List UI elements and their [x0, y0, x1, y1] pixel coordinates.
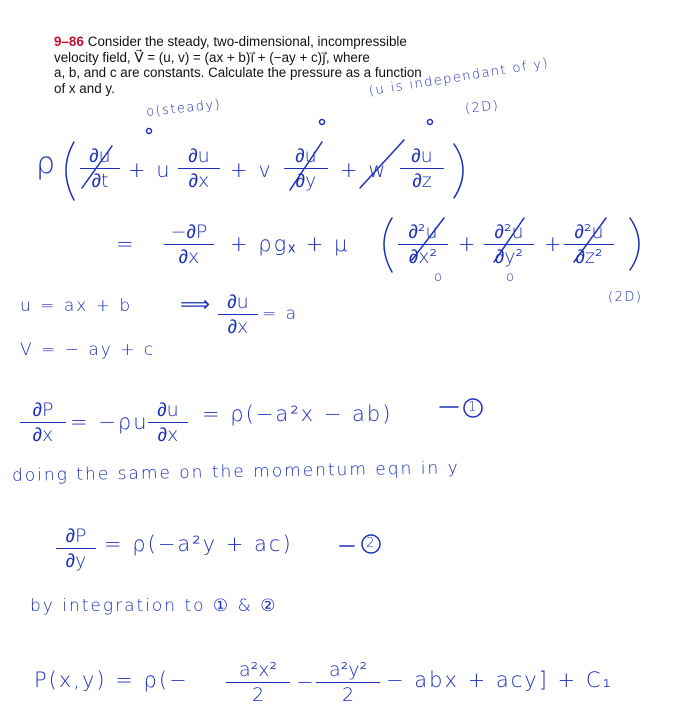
steady-note: o(steady) — [145, 97, 222, 120]
final-minus: − — [296, 670, 316, 694]
integration-note: by integration to ① & ② — [30, 596, 278, 616]
two-d-note-1: (2D) — [464, 98, 501, 117]
frac-dudx: ∂u ∂x — [178, 146, 220, 191]
problem-number: 9–86 — [54, 34, 84, 49]
frac-d2udz2: ∂²u ∂z² — [564, 222, 614, 267]
final-lhs: P(x,y) = ρ(− — [34, 668, 189, 692]
v-definition: V = − ay + c — [20, 340, 156, 360]
independent-note: (u is independant of y) — [367, 55, 551, 100]
u-definition: u = ax + b — [20, 296, 133, 316]
plus-u: + u — [128, 158, 172, 182]
plus-1: + — [458, 232, 478, 256]
zero-mark-w — [428, 120, 433, 125]
eq2-rhs: = ρ(−a²y + ac) — [104, 532, 293, 556]
frac-dudx-result: ∂u ∂x — [218, 292, 258, 337]
plus-v: + v — [230, 158, 273, 182]
implies-arrow: ⟹ — [180, 292, 213, 316]
plus-w: + w — [340, 158, 388, 182]
zero-mark-steady — [147, 129, 152, 134]
final-tail: − abx + acy] + C₁ — [386, 668, 613, 692]
gravity-viscous-terms: + ρgₓ + μ — [230, 232, 350, 256]
frac-dudy: ∂u ∂y — [284, 146, 328, 191]
frac-a2x2-over-2: a²x² 2 — [226, 660, 290, 705]
frac-dudx-eq1: ∂u ∂x — [148, 400, 188, 445]
close-paren-viscous — [630, 218, 639, 270]
frac-dudz: ∂u ∂z — [400, 146, 444, 191]
frac-dudt: ∂u ∂t — [80, 146, 120, 191]
eq1-rhs: = ρ(−a²x − ab) — [202, 402, 393, 426]
open-paren-viscous — [384, 218, 392, 272]
rho-symbol: ρ — [36, 146, 57, 181]
dudx-equals-a: = a — [262, 304, 299, 324]
frac-a2y2-over-2: a²y² 2 — [316, 660, 380, 705]
problem-line-1: 9–86 Consider the steady, two-dimensional, incompressible — [54, 34, 407, 49]
frac-d2udy2: ∂²u ∂y² — [484, 222, 534, 267]
eq2-tag: 2 — [366, 536, 376, 551]
two-d-note-2: (2D) — [608, 290, 643, 305]
frac-dPdy: ∂P ∂y — [56, 526, 96, 571]
zero-mark-1: o — [434, 270, 444, 285]
frac-d2udx2: ∂²u ∂x² — [398, 222, 448, 267]
eq1-middle: = −ρu — [70, 410, 149, 434]
zero-mark-2: o — [506, 270, 516, 285]
zero-mark-v — [320, 120, 325, 125]
frac-dPdx: ∂P ∂x — [20, 400, 66, 445]
plus-2: + — [544, 232, 564, 256]
problem-line-2: velocity field, V⃗ = (u, v) = (ax + b)i⃗ + (−ay + c)j⃗, where — [54, 49, 370, 65]
same-momentum-note: doing the same on the momentum eqn in y — [11, 458, 460, 486]
close-paren-lhs — [454, 144, 463, 198]
open-paren-lhs — [66, 142, 74, 200]
problem-line-4: of x and y. — [54, 80, 115, 96]
eq1-tag: 1 — [468, 400, 478, 415]
problem-line-3: a, b, and c are constants. Calculate the pressure as a function — [54, 65, 422, 81]
equals-sign: = — [116, 232, 136, 256]
frac-dpdx: −∂P ∂x — [164, 222, 214, 267]
